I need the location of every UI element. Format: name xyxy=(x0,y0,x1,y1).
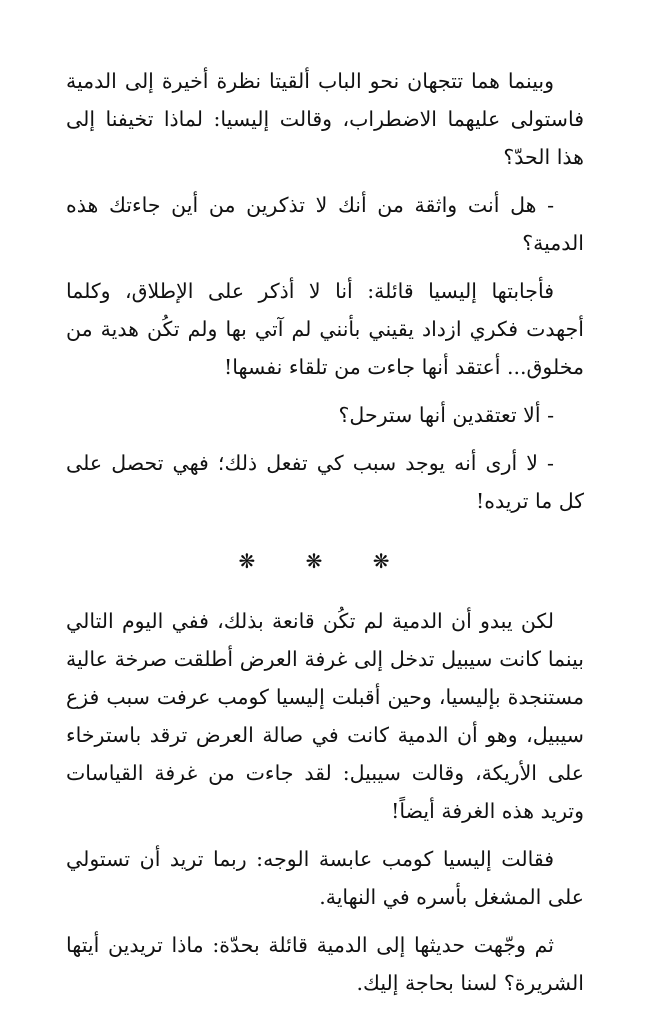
paragraph-4: - ألا تعتقدين أنها سترحل؟ xyxy=(338,403,554,427)
paragraph-8: ثم وجّهت حديثها إلى الدمية قائلة بحدّة: ماذا تريدين أيتها الشريرة؟ لسنا بحاجة إليك. xyxy=(66,933,584,995)
paragraph-1: وبينما هما تتجهان نحو الباب ألقيتا نظرة أخيرة إلى الدمية فاستولى عليهما الاضطراب، وقالت إليسيا: لماذا تخيفنا إلى هذا الحدّ؟ xyxy=(66,69,584,169)
paragraph-7: فقالت إليسيا كومب عابسة الوجه: ربما تريد أن تستولي على المشغل بأسره في النهاية. xyxy=(66,847,584,909)
paragraph-2: - هل أنت واثقة من أنك لا تذكرين من أين جاءتك هذه الدمية؟ xyxy=(66,193,584,255)
paragraph-5: - لا أرى أنه يوجد سبب كي تفعل ذلك؛ فهي تحصل على كل ما تريده! xyxy=(66,451,584,513)
book-page xyxy=(66,62,584,1012)
section-separator: ❋ ❋ ❋ xyxy=(238,549,412,573)
paragraph-3: فأجابتها إليسيا قائلة: أنا لا أذكر على الإطلاق، وكلما أجهدت فكري ازداد يقيني بأنني لم آتي بها ولم تكُن هدية من مخلوق... أعتقد أنها جاءت من تلقاء نفسها! xyxy=(66,279,584,379)
paragraph-6: لكن يبدو أن الدمية لم تكُن قانعة بذلك، ففي اليوم التالي بينما كانت سيبيل تدخل إلى غرفة العرض أطلقت صرخة عالية مستنجدة بإليسيا، وحين أقبلت إليسيا كومب عرفت سبب فزع سيبيل، وهو أن الدمية كانت في صالة العرض ترقد باسترخاء على الأريكة، وقالت سيبيل: لقد جاءت من غرفة القياسات وتريد هذه الغرفة أيضاً! xyxy=(66,609,584,823)
